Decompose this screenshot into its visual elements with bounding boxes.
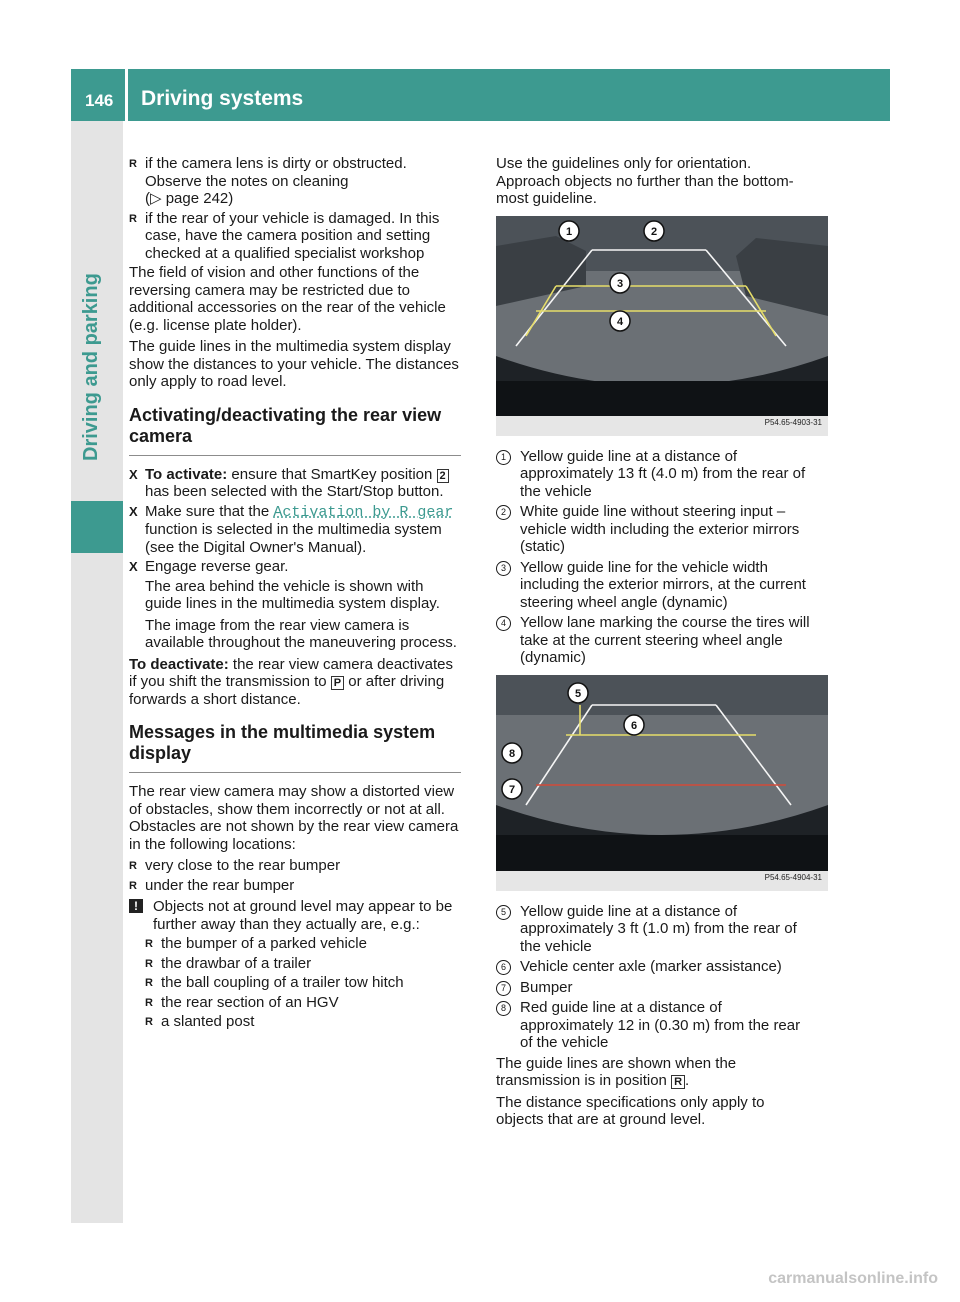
svg-text:6: 6 (630, 719, 638, 732)
svg-text:2: 2 (650, 225, 658, 238)
camera-image-1 (496, 216, 828, 436)
svg-text:1: 1 (565, 225, 573, 238)
key-symbol: P (331, 676, 344, 690)
svg-text:3: 3 (616, 277, 624, 290)
page-number: 146 (85, 91, 114, 110)
paragraph: The field of vision and other functions of the reversing camera may be restricted due to additional accessories on the rear of the vehicle (e.g. license plate holder). (129, 264, 446, 334)
list-item: R the ball coupling of a trailer tow hitch (145, 974, 461, 992)
section-marker (71, 501, 123, 553)
section-sidebar (71, 121, 123, 1223)
paragraph: Use the guidelines only for orientation. Approach objects no further than the bottom-most guideline. (496, 155, 794, 207)
instruction-step: X To activate: ensure that SmartKey position 2 has been selected with the Start/Stop button. (129, 466, 461, 501)
list-item: R if the rear of your vehicle is damaged. In this case, have the camera position and setting checked at a qualified specialist workshop (129, 210, 461, 263)
page-header (71, 69, 890, 121)
header-divider (125, 69, 128, 121)
section-label: Driving and parking (80, 273, 102, 461)
page-reference[interactable]: (▷ page 242) (145, 190, 234, 207)
legend-item: 1 Yellow guide line at a distance of approximately 13 ft (4.0 m) from the rear of the vehicle (496, 448, 816, 501)
image-code: P54.65-4904-31 (764, 873, 822, 882)
paragraph: The guide lines in the multimedia system display show the distances to your vehicle. The distances only apply to road level. (129, 338, 459, 390)
list-item: R very close to the rear bumper (129, 857, 461, 875)
section-heading: Activating/deactivating the rear view camera (129, 405, 461, 456)
legend-item: 7 Bumper (496, 979, 816, 997)
legend-item: 3 Yellow guide line for the vehicle width including the exterior mirrors, at the current steering wheel angle (dynamic) (496, 559, 816, 612)
instruction-step: X Make sure that the Activation by R gear function is selected in the multimedia system (see the Digital Owner's Manual). (129, 503, 461, 557)
legend-item: 5 Yellow guide line at a distance of approximately 3 ft (1.0 m) from the rear of the vehicle (496, 903, 816, 956)
paragraph: The image from the rear view camera is available throughout the maneuvering process. (145, 616, 457, 651)
legend-item: 8 Red guide line at a distance of approximately 12 in (0.30 m) from the rear of the vehicle (496, 999, 816, 1052)
svg-text:7: 7 (508, 783, 516, 796)
list-item: R the rear section of an HGV (145, 994, 461, 1012)
key-symbol: R (671, 1075, 685, 1089)
right-column (496, 155, 822, 1133)
left-column (129, 155, 461, 1033)
list-item: R the bumper of a parked vehicle (145, 935, 461, 953)
list-item: R a slanted post (145, 1013, 461, 1031)
camera-image-2 (496, 675, 828, 891)
instruction-step: X Engage reverse gear. (129, 558, 461, 576)
warning-note: ! Objects not at ground level may appear to be further away than they actually are, e.g.: (129, 898, 461, 933)
paragraph: To deactivate: the rear view camera deactivates if you shift the transmission to P or after driving forwards a short distance. (129, 655, 454, 708)
svg-text:5: 5 (574, 687, 582, 700)
paragraph: The rear view camera may show a distorted view of obstacles, show them incorrectly or not at all. Obstacles are not shown by the rear view camera in the following locations: (129, 783, 459, 853)
list-item: R the drawbar of a trailer (145, 955, 461, 973)
paragraph: The distance specifications only apply to objects that are at ground level. (496, 1093, 765, 1128)
function-name: Activation by R gear (273, 503, 454, 521)
section-heading: Messages in the multimedia system display (129, 722, 461, 773)
key-symbol: 2 (437, 469, 449, 483)
watermark: carmanualsonline.info (768, 1270, 938, 1287)
svg-text:4: 4 (616, 315, 624, 328)
warning-icon: ! (129, 899, 143, 913)
image-code: P54.65-4903-31 (764, 418, 822, 427)
legend-item: 4 Yellow lane marking the course the tires will take at the current steering wheel angle (dynamic) (496, 614, 816, 667)
legend-item: 2 White guide line without steering input – vehicle width including the exterior mirrors (static) (496, 503, 816, 556)
paragraph: The guide lines are shown when the transmission is in position R . (496, 1054, 737, 1089)
paragraph: The area behind the vehicle is shown with guide lines in the multimedia system display. (145, 577, 440, 612)
svg-text:8: 8 (508, 747, 516, 760)
list-item: R if the camera lens is dirty or obstructed. Observe the notes on cleaning (▷ page 242) (129, 155, 461, 208)
legend-item: 6 Vehicle center axle (marker assistance) (496, 958, 816, 976)
page-title: Driving systems (141, 87, 304, 110)
list-item: R under the rear bumper (129, 877, 461, 895)
